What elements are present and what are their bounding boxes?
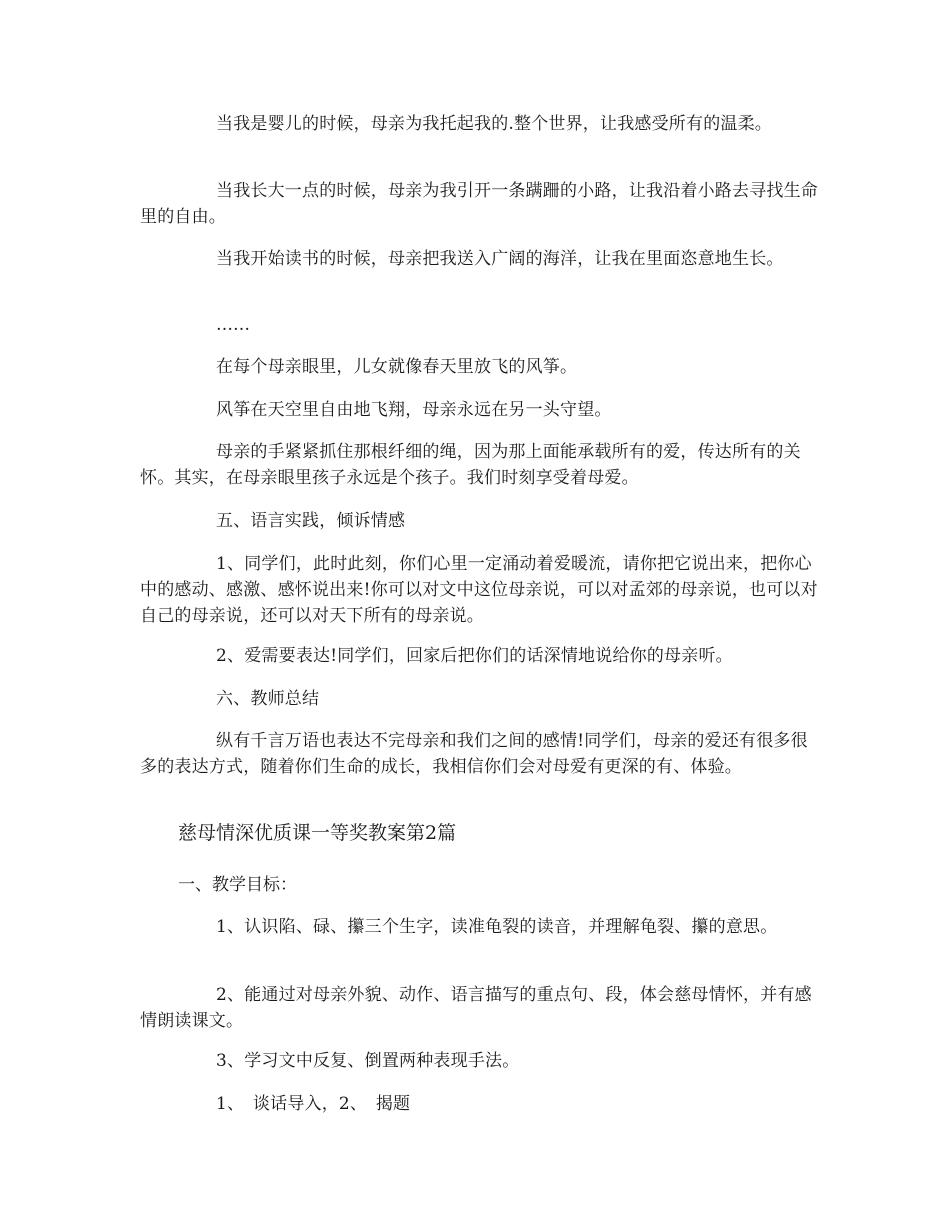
paragraph-reading: 当我开始读书的时候，母亲把我送入广阔的海洋，让我在里面恣意地生长。 — [216, 249, 784, 269]
paragraph-practice-1: 1、同学们，此时此刻，你们心里一定涌动着爱暖流，请你把它说出来，把你心中的感动、感激、感怀说出来!你可以对文中这位母亲说，可以对孟郊的母亲说，也可以对自己的母亲说，还可以对天下所有的母亲说。 — [140, 554, 818, 626]
paragraph-practice-2: 2、爱需要表达!同学们，回家后把你们的话深情地说给你的母亲听。 — [216, 646, 733, 666]
paragraph-kite-metaphor: 在每个母亲眼里，儿女就像春天里放飞的风筝。 — [216, 357, 578, 377]
paragraph-kite-flying: 风筝在天空里自由地飞翔，母亲永远在另一头守望。 — [216, 400, 612, 420]
paragraph-growing-up: 当我长大一点的时候，母亲为我引开一条蹒跚的小路，让我沿着小路去寻找生命里的自由。 — [140, 181, 818, 227]
section-heading-practice: 五、语言实践，倾诉情感 — [216, 511, 406, 531]
paragraph-summary: 纵有千言万语也表达不完母亲和我们之间的感情!同学们，母亲的爱还有很多很多的表达方式，随着你们生命的成长，我相信你们会对母爱有更深的有、体验。 — [140, 731, 808, 777]
ellipsis-line: …… — [216, 315, 250, 335]
section-heading-summary: 六、教师总结 — [216, 689, 320, 709]
objective-item-3: 3、学习文中反复、倒置两种表现手法。 — [216, 1051, 520, 1071]
objective-item-1: 1、认识陷、碌、攥三个生字，读准龟裂的读音，并理解龟裂、攥的意思。 — [216, 917, 778, 937]
paragraph-infant: 当我是婴儿的时候，母亲为我托起我的.整个世界，让我感受所有的温柔。 — [216, 114, 773, 134]
objectives-heading: 一、教学目标： — [178, 875, 297, 895]
objective-item-2: 2、能通过对母亲外貌、动作、语言描写的重点句、段，体会慈母情怀，并有感情朗读课文。 — [140, 985, 812, 1031]
section-title: 慈母情深优质课一等奖教案第2篇 — [178, 822, 457, 844]
paragraph-mother-hands: 母亲的手紧紧抓住那根纤细的绳，因为那上面能承载所有的爱，传达所有的关怀。其实，在母亲眼里孩子永远是个孩子。我们时刻享受着母爱。 — [140, 442, 801, 488]
lesson-steps-line: 1、 谈话导入，2、 揭题 — [216, 1094, 411, 1114]
